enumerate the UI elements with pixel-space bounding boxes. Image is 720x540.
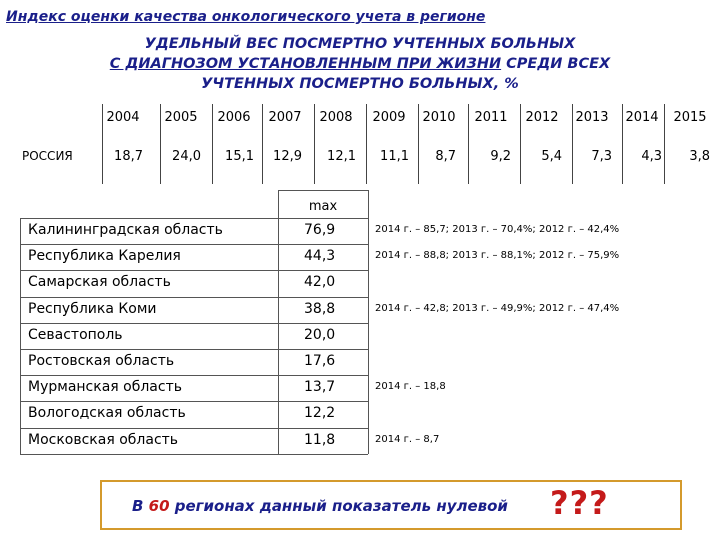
table-row — [20, 323, 680, 349]
region-name: Ростовская область — [28, 353, 175, 369]
table-row — [20, 297, 680, 323]
region-max-value: 42,0 — [304, 274, 336, 290]
region-name: Московская область — [28, 432, 179, 448]
region-name: Калининградская область — [28, 222, 223, 238]
russia-year-value: 11,1 — [380, 149, 409, 164]
footer-text-after: регионах данный показатель нулевой — [169, 497, 508, 515]
heading-line-2-rest: СРЕДИ ВСЕХ — [501, 56, 611, 72]
russia-year-value: 7,3 — [591, 149, 612, 164]
year-header: 2004 — [106, 110, 140, 125]
page-top-title: Индекс оценки качества онкологического учета в регионе — [6, 9, 486, 25]
russia-year-value: 15,1 — [225, 149, 254, 164]
region-history-note: 2014 г. – 85,7; 2013 г. – 70,4%; 2012 г. – 42,4% — [375, 224, 620, 235]
region-max-value: 17,6 — [304, 353, 336, 369]
region-max-value: 12,2 — [304, 405, 336, 421]
year-header: 2006 — [217, 110, 251, 125]
year-header: 2015 — [673, 110, 707, 125]
russia-years-table — [14, 104, 714, 184]
region-max-value: 76,9 — [304, 222, 336, 238]
footer-text — [132, 497, 508, 515]
year-header: 2011 — [474, 110, 508, 125]
heading-line-3: УЧТЕННЫХ ПОСМЕРТНО БОЛЬНЫХ, % — [201, 76, 519, 92]
table-grid-line — [20, 454, 368, 455]
region-max-value: 11,8 — [304, 432, 336, 448]
year-column-separator — [262, 104, 263, 184]
region-history-note: 2014 г. – 18,8 — [375, 381, 446, 392]
table-row — [20, 428, 680, 454]
table-heading — [40, 34, 680, 94]
year-header: 2008 — [319, 110, 353, 125]
table-grid-line — [278, 190, 368, 191]
year-header: 2012 — [525, 110, 559, 125]
year-header: 2010 — [422, 110, 456, 125]
row-label-russia: РОССИЯ — [22, 149, 73, 163]
year-header: 2005 — [164, 110, 198, 125]
russia-year-value: 3,8 — [689, 149, 710, 164]
russia-year-value: 12,9 — [273, 149, 302, 164]
russia-year-value: 5,4 — [541, 149, 562, 164]
table-row — [20, 375, 680, 401]
russia-year-value: 24,0 — [172, 149, 201, 164]
heading-line-1: УДЕЛЬНЫЙ ВЕС ПОСМЕРТНО УЧТЕННЫХ БОЛЬНЫХ — [144, 36, 576, 52]
heading-line-2-underlined: С ДИАГНОЗОМ УСТАНОВЛЕННЫМ ПРИ ЖИЗНИ — [109, 56, 502, 72]
year-column-separator — [366, 104, 367, 184]
table-row — [20, 349, 680, 375]
footer-callout — [100, 480, 682, 530]
table-row — [20, 218, 680, 244]
region-max-value: 44,3 — [304, 248, 336, 264]
region-name: Республика Коми — [28, 301, 157, 317]
region-name: Вологодская область — [28, 405, 186, 421]
russia-year-value: 9,2 — [490, 149, 511, 164]
year-header: 2013 — [575, 110, 609, 125]
year-column-separator — [314, 104, 315, 184]
year-column-separator — [520, 104, 521, 184]
footer-text-before: В — [132, 497, 149, 515]
region-history-note: 2014 г. – 88,8; 2013 г. – 88,1%; 2012 г. – 75,9% — [375, 250, 620, 261]
footer-number: 60 — [148, 497, 170, 515]
region-max-value: 38,8 — [304, 301, 336, 317]
russia-year-value: 12,1 — [327, 149, 356, 164]
region-name: Севастополь — [28, 327, 123, 343]
footer-question-marks: ??? — [550, 484, 609, 522]
year-header: 2007 — [268, 110, 302, 125]
russia-year-value: 8,7 — [435, 149, 456, 164]
year-column-separator — [212, 104, 213, 184]
table-grid-line — [278, 190, 279, 218]
region-max-value: 13,7 — [304, 379, 336, 395]
regions-table — [20, 190, 680, 460]
region-name: Самарская область — [28, 274, 171, 290]
region-history-note: 2014 г. – 8,7 — [375, 434, 440, 445]
max-column-header: max — [308, 199, 338, 214]
table-grid-line — [368, 190, 369, 218]
region-name: Республика Карелия — [28, 248, 181, 264]
russia-year-value: 4,3 — [641, 149, 662, 164]
table-row — [20, 270, 680, 296]
region-name: Мурманская область — [28, 379, 182, 395]
region-history-note: 2014 г. – 42,8; 2013 г. – 49,9%; 2012 г. – 47,4% — [375, 303, 620, 314]
russia-year-value: 18,7 — [114, 149, 143, 164]
year-header: 2014 — [625, 110, 659, 125]
year-header: 2009 — [372, 110, 406, 125]
table-row — [20, 244, 680, 270]
year-column-separator — [468, 104, 469, 184]
heading-line-2 — [40, 54, 680, 74]
table-row — [20, 401, 680, 427]
region-max-value: 20,0 — [304, 327, 336, 343]
year-column-separator — [664, 104, 665, 184]
